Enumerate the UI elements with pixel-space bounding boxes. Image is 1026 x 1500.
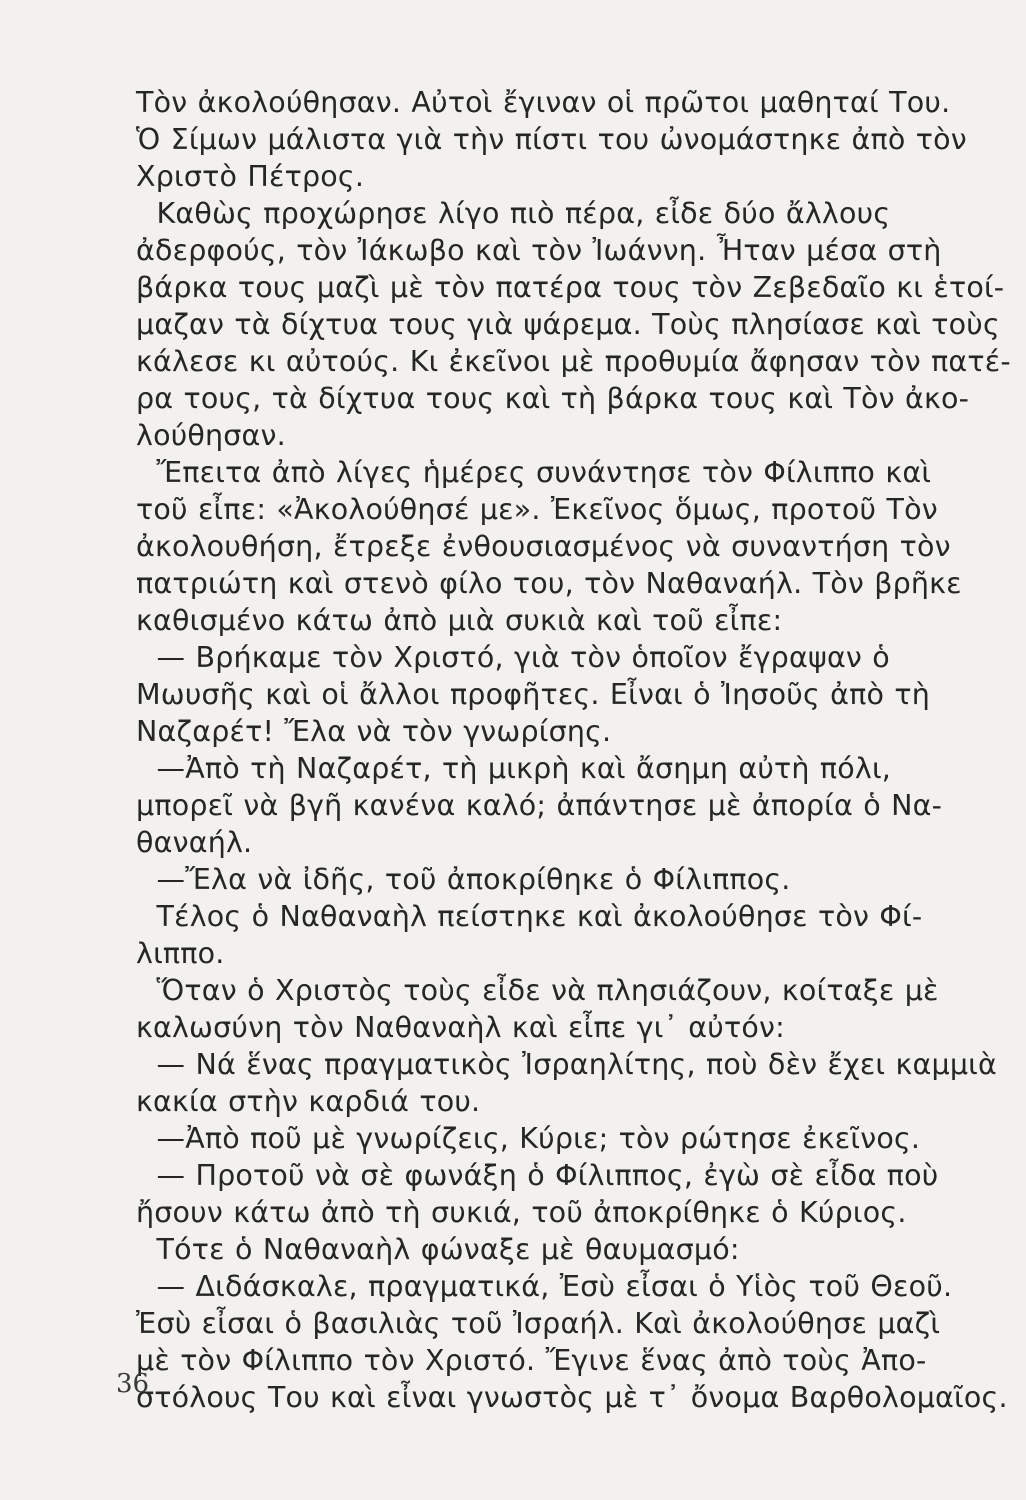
text-line: Τὸν ἀκολούθησαν. Αὐτοὶ ἔγιναν οἱ πρῶτοι μαθηταί Του. — [136, 86, 951, 119]
text-line: κακία στὴν καρδιά του. — [136, 1085, 481, 1118]
text-line: Καθὼς προχώρησε λίγο πιὸ πέρα, εἶδε δύο ἄλλους — [136, 197, 891, 230]
text-line: πατριώτη καὶ στενὸ φίλο του, τὸν Ναθαναήλ. Τὸν βρῆκε — [136, 567, 962, 600]
text-line: καθισμένο κάτω ἀπὸ μιὰ συκιὰ καὶ τοῦ εἶπε: — [136, 604, 783, 637]
text-line: Ὁ Σίμων μάλιστα γιὰ τὴν πίστι του ὠνομάστηκε ἀπὸ τὸν — [136, 123, 967, 156]
text-line: —Ἀπὸ τὴ Ναζαρέτ, τὴ μικρὴ καὶ ἄσημη αὐτὴ πόλι, — [136, 752, 892, 785]
text-line: Ἐσὺ εἶσαι ὁ βασιλιὰς τοῦ Ἰσραήλ. Καὶ ἀκολούθησε μαζὶ — [136, 1307, 941, 1340]
text-line: στόλους Του καὶ εἶναι γνωστὸς μὲ τ᾽ ὄνομα Βαρθολομαῖος. — [136, 1381, 1008, 1414]
text-line: Ναζαρέτ! Ἔλα νὰ τὸν γνωρίσης. — [136, 715, 612, 748]
text-line: — Διδάσκαλε, πραγματικά, Ἐσὺ εἶσαι ὁ Υἱὸς τοῦ Θεοῦ. — [136, 1270, 953, 1303]
text-line: ἀκολουθήση, ἔτρεξε ἐνθουσιασμένος νὰ συναντήση τὸν — [136, 530, 951, 563]
text-line: ρα τους, τὰ δίχτυα τους καὶ τὴ βάρκα τους καὶ Τὸν ἀκο- — [136, 382, 970, 415]
text-line: Ὅταν ὁ Χριστὸς τοὺς εἶδε νὰ πλησιάζουν, κοίταξε μὲ — [136, 974, 939, 1007]
text-line: Ἔπειτα ἀπὸ λίγες ἡμέρες συνάντησε τὸν Φίλιππο καὶ — [136, 456, 932, 489]
page-number: 36 — [116, 1369, 150, 1399]
text-line: μπορεῖ νὰ βγῆ κανένα καλό; ἀπάντησε μὲ ἀπορία ὁ Να- — [136, 789, 943, 822]
text-line: κάλεσε κι αὐτούς. Κι ἐκεῖνοι μὲ προθυμία ἄφησαν τὸν πατέ- — [136, 345, 1011, 378]
text-line: θαναήλ. — [136, 826, 253, 859]
text-line: Τέλος ὁ Ναθαναὴλ πείστηκε καὶ ἀκολούθησε τὸν Φί- — [136, 900, 923, 933]
text-line: λιππο. — [136, 937, 225, 970]
text-line: — Προτοῦ νὰ σὲ φωνάξη ὁ Φίλιππος, ἐγὼ σὲ εἶδα ποὺ — [136, 1159, 939, 1192]
text-line: — Νά ἕνας πραγματικὸς Ἰσραηλίτης, ποὺ δὲν ἔχει καμμιὰ — [136, 1048, 998, 1081]
text-line: βάρκα τους μαζὶ μὲ τὸν πατέρα τους τὸν Ζεβεδαῖο κι ἑτοί- — [136, 271, 1005, 304]
text-line: μαζαν τὰ δίχτυα τους γιὰ ψάρεμα. Τοὺς πλησίασε καὶ τοὺς — [136, 308, 1000, 341]
text-line: ἤσουν κάτω ἀπὸ τὴ συκιά, τοῦ ἀποκρίθηκε ὁ Κύριος. — [136, 1196, 907, 1229]
text-line: καλωσύνη τὸν Ναθαναὴλ καὶ εἶπε γι᾽ αὐτόν: — [136, 1011, 785, 1044]
text-line: ἀδερφούς, τὸν Ἰάκωβο καὶ τὸν Ἰωάννη. Ἦταν μέσα στὴ — [136, 234, 942, 267]
text-line: —Ἀπὸ ποῦ μὲ γνωρίζεις, Κύριε; τὸν ρώτησε ἐκεῖνος. — [136, 1122, 921, 1155]
text-line: —Ἔλα νὰ ἰδῆς, τοῦ ἀποκρίθηκε ὁ Φίλιππος. — [136, 863, 791, 896]
text-line: — Βρήκαμε τὸν Χριστό, γιὰ τὸν ὁποῖον ἔγραψαν ὁ — [136, 641, 890, 674]
text-line: τοῦ εἶπε: «Ἀκολούθησέ με». Ἐκεῖνος ὅμως, προτοῦ Τὸν — [136, 493, 938, 526]
text-line: Τότε ὁ Ναθαναὴλ φώναξε μὲ θαυμασμό: — [136, 1233, 740, 1266]
text-line: λούθησαν. — [136, 419, 286, 452]
page-body-text — [136, 84, 1011, 1416]
text-line: Χριστὸ Πέτρος. — [136, 160, 365, 193]
text-line: Μωυσῆς καὶ οἱ ἄλλοι προφῆτες. Εἶναι ὁ Ἰησοῦς ἀπὸ τὴ — [136, 678, 930, 711]
text-line: μὲ τὸν Φίλιππο τὸν Χριστό. Ἔγινε ἕνας ἀπὸ τοὺς Ἀπο- — [136, 1344, 927, 1377]
